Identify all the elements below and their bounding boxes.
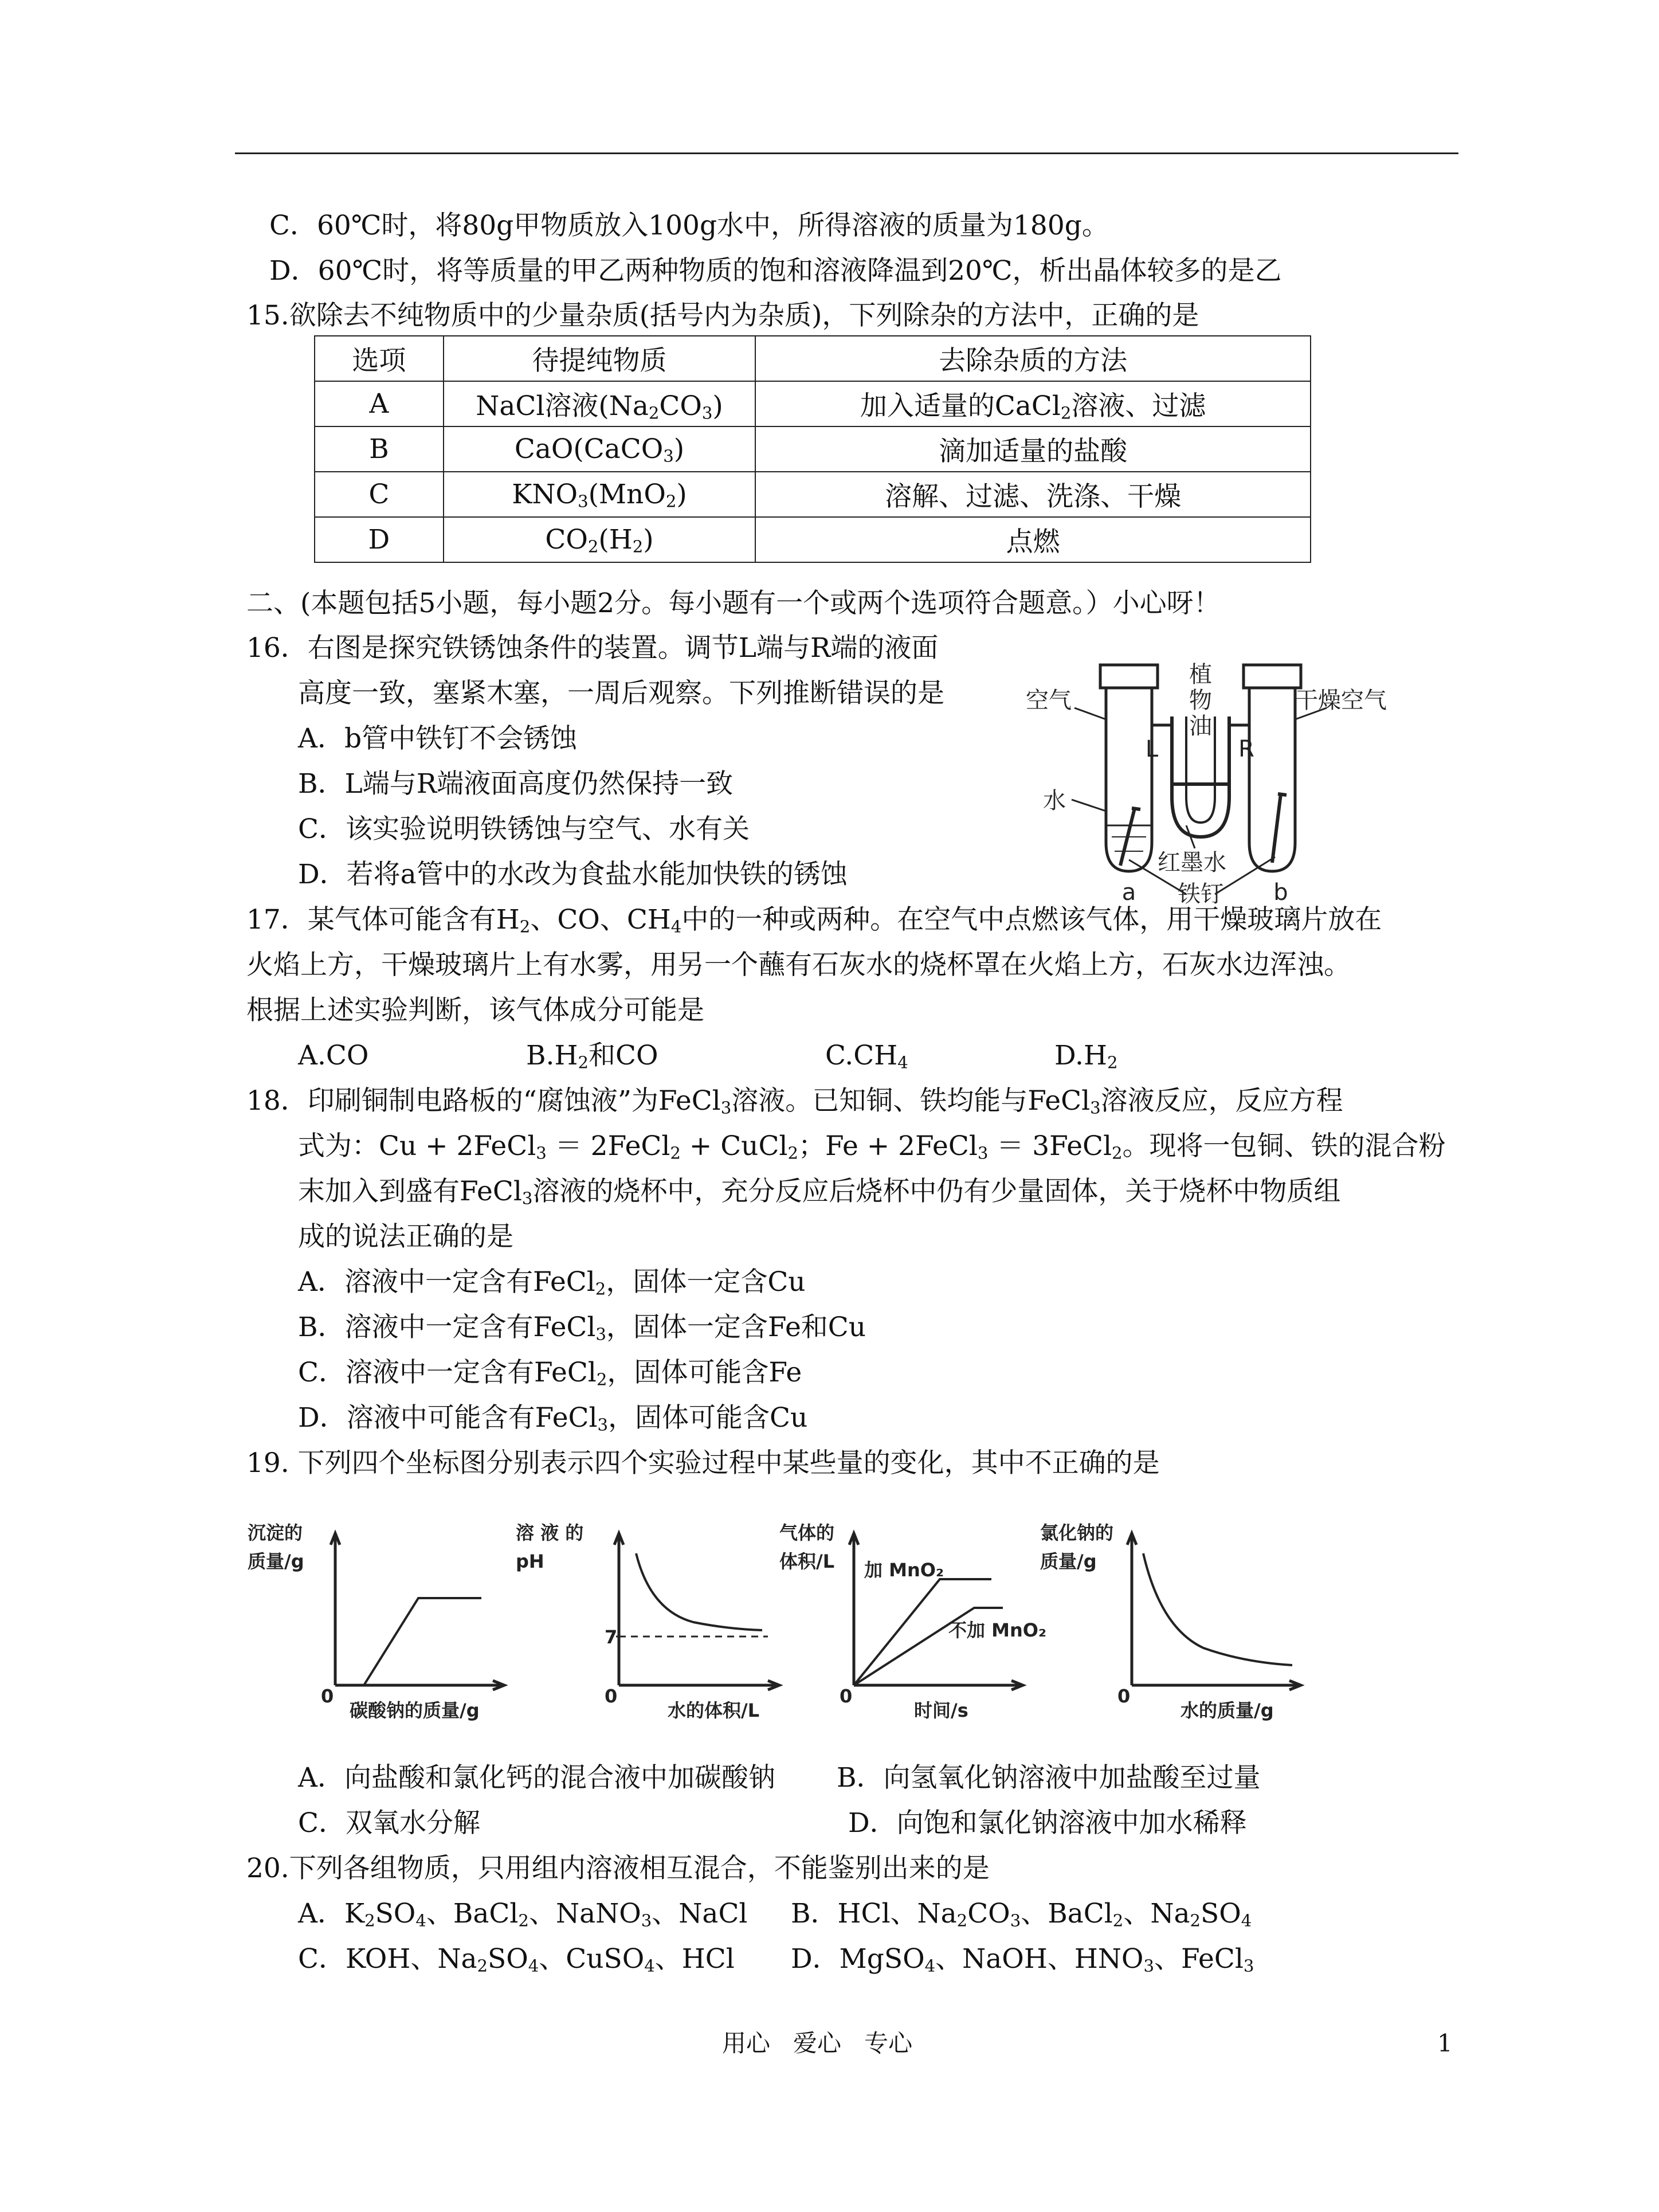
option-cell: D [315, 517, 444, 562]
graph4-ylabel-line2: 质量/g [1040, 1551, 1097, 1572]
graph3-label-with-mno2: 加 MnO₂ [864, 1559, 944, 1581]
header-cell: 去除杂质的方法 [755, 336, 1311, 381]
header-rule [235, 152, 1458, 154]
table-row [315, 517, 1311, 562]
label-tube-b: b [1273, 879, 1288, 906]
graph2-ph7-mark: 7 [605, 1626, 618, 1648]
graph2-axes [619, 1536, 776, 1685]
q20-option-c: C．KOH、$Na_2SO_4$、CuSO$_4$、HCl [298, 1943, 735, 1976]
q18-stem-line3: 末加入到盛有FeCl$_3$溶液的烧杯中，充分反应后烧杯中仍有少量固体，关于烧杯中物质组 [298, 1176, 1341, 1208]
q14-option-c: C．60℃时，将80g甲物质放入100g水中，所得溶液的质量为180g。 [269, 210, 1109, 241]
graph3-origin: 0 [840, 1685, 853, 1707]
header-cell: 待提纯物质 [444, 336, 756, 381]
substance-cell: $KNO_3(MnO_2)$ [444, 472, 756, 517]
q19-option-b: B．向氢氧化钠溶液中加盐酸至过量 [837, 1762, 1261, 1794]
label-dry-air: 干燥空气 [1295, 687, 1387, 714]
graph1-ylabel-line1: 沉淀的 [248, 1522, 303, 1544]
substance-cell: $CO_2(H_2)$ [444, 517, 756, 562]
table-row [315, 472, 1311, 517]
option-cell: B [315, 426, 444, 472]
q14-option-d: D．60℃时，将等质量的甲乙两种物质的饱和溶液降温到20℃，析出晶体较多的是乙 [269, 255, 1282, 287]
q16-stem-line2: 高度一致，塞紧木塞，一周后观察。下列推断错误的是 [298, 678, 944, 709]
test-tube-a [1106, 688, 1152, 871]
label-red-ink: 红墨水 [1158, 849, 1226, 876]
q18-option-c: C．溶液中一定含有FeCl$_2$，固体可能含Fe [298, 1357, 802, 1389]
q16-option-b: B．L端与R端液面高度仍然保持一致 [298, 768, 734, 800]
graph2-ylabel-line1: 溶 液 的 [516, 1522, 584, 1544]
method-cell: 点燃 [755, 517, 1311, 562]
table-row [315, 426, 1311, 472]
section-2-heading: 二、(本题包括5小题，每小题2分。每小题有一个或两个选项符合题意。）小心呀！ [246, 588, 1221, 619]
q18-stem-line2: 式为：Cu + 2FeCl$_3$ ＝ 2FeCl$_2$ + CuCl$_2$；Fe + 2FeCl$_3$ ＝ 3FeCl$_2$。现将一包铜、铁的混合粉 [298, 1130, 1446, 1163]
graph3-axes [854, 1536, 1020, 1685]
label-veg-oil-2: 物 [1189, 687, 1212, 714]
option-cell: A [315, 381, 444, 426]
q19-stem: 19. 下列四个坐标图分别表示四个实验过程中某些量的变化，其中不正确的是 [246, 1447, 1160, 1479]
q17-stem-line2: 火焰上方，干燥玻璃片上有水雾，用另一个蘸有石灰水的烧杯罩在火焰上方，石灰水边浑浊。 [246, 949, 1351, 981]
graph2-ylabel-line2: pH [516, 1551, 544, 1572]
method-cell: 加入适量的CaCl$_2$溶液、过滤 [755, 381, 1311, 426]
q20-stem: 20.下列各组物质，只用组内溶液相互混合，不能鉴别出来的是 [246, 1853, 990, 1884]
label-iron-nail: 铁钉 [1178, 881, 1223, 907]
graph1-origin: 0 [321, 1685, 334, 1707]
graph3-label-without-mno2: 不加 MnO₂ [948, 1619, 1046, 1641]
label-air: 空气 [1026, 687, 1072, 714]
footer-motto: 用心 爱心 专心 [722, 2029, 913, 2057]
q17-option-a: A.CO [298, 1040, 369, 1071]
label-R: R [1238, 736, 1254, 762]
label-water: 水 [1043, 788, 1066, 814]
q17-option-d: $D.H_2$ [1054, 1040, 1118, 1072]
q18-option-b: B．溶液中一定含有FeCl$_3$，固体一定含Fe和Cu [298, 1311, 866, 1344]
substance-cell: NaCl溶液$(Na_2CO_3)$ [444, 381, 756, 426]
q20-option-d: D．MgSO$_4$、NaOH、$HNO_3$、FeCl$_3$ [791, 1943, 1254, 1976]
q18-option-d: D．溶液中可能含有FeCl$_3$，固体可能含Cu [298, 1402, 808, 1435]
graph1-curve [364, 1598, 481, 1685]
stopper-b [1244, 665, 1301, 688]
q19-option-c: C．双氧水分解 [298, 1807, 480, 1839]
graph3-ylabel-line1: 气体的 [779, 1522, 835, 1544]
graph1-xlabel: 碳酸钠的质量/g [350, 1700, 480, 1721]
graph2-curve [636, 1553, 762, 1630]
graph3-xlabel: 时间/s [914, 1700, 968, 1721]
test-tube-b [1249, 688, 1295, 871]
page-number: 1 [1437, 2029, 1453, 2057]
q16-option-d: D．若将a管中的水改为食盐水能加快铁的锈蚀 [298, 859, 848, 890]
q20-option-b: B．HCl、$Na_2CO_3$、BaCl$_2$、$Na_2SO_4$ [791, 1898, 1252, 1931]
method-cell: 滴加适量的盐酸 [755, 426, 1311, 472]
graph4-origin: 0 [1117, 1685, 1131, 1707]
q15-table [314, 335, 1311, 563]
graph1-axes [335, 1536, 501, 1685]
q18-stem-line1: 18．印刷铜制电路板的“腐蚀液”为FeCl$_3$溶液。已知铜、铁均能与FeCl$_3$溶液反应，反应方程 [246, 1085, 1343, 1118]
rust-apparatus-figure [1020, 653, 1387, 907]
stopper-a [1100, 665, 1158, 688]
graph1-ylabel-line2: 质量/g [248, 1551, 304, 1572]
q19-graphs [241, 1513, 1341, 1731]
graph4-curve [1143, 1553, 1292, 1665]
q20-option-a: A．$K_2SO_4$、BaCl$_2$、NaNO$_3$、NaCl [298, 1898, 748, 1931]
table-row [315, 381, 1311, 426]
label-tube-a: a [1121, 879, 1136, 906]
method-cell: 溶解、过滤、洗涤、干燥 [755, 472, 1311, 517]
q16-option-c: C．该实验说明铁锈蚀与空气、水有关 [298, 813, 750, 845]
q19-option-a: A．向盐酸和氯化钙的混合液中加碳酸钠 [298, 1762, 775, 1794]
table-header-row [315, 336, 1311, 381]
q17-option-c: $C.CH_4$ [825, 1040, 908, 1072]
iron-nail-b [1272, 794, 1281, 863]
option-cell: C [315, 472, 444, 517]
q15-stem: 15.欲除去不纯物质中的少量杂质(括号内为杂质)，下列除杂的方法中，正确的是 [246, 300, 1199, 331]
label-veg-oil-1: 植 [1189, 661, 1212, 688]
q17-option-b: $B.H_2$和CO [526, 1040, 658, 1072]
graph4-xlabel: 水的质量/g [1180, 1700, 1274, 1721]
q17-stem-line3: 根据上述实验判断，该气体成分可能是 [246, 995, 704, 1026]
q16-option-a: A．b管中铁钉不会锈蚀 [298, 723, 578, 754]
graph3-ylabel-line2: 体积/L [779, 1551, 835, 1572]
q18-option-a: A．溶液中一定含有FeCl$_2$，固体一定含Cu [298, 1266, 806, 1299]
graph4-ylabel-line1: 氯化钠的 [1040, 1522, 1114, 1544]
header-cell: 选项 [315, 336, 444, 381]
substance-cell: CaO(CaCO$_3$) [444, 426, 756, 472]
q18-stem-line4: 成的说法正确的是 [298, 1221, 513, 1252]
q16-stem-line1: 16．右图是探究铁锈蚀条件的装置。调节L端与R端的液面 [246, 632, 939, 664]
graph2-origin: 0 [605, 1685, 618, 1707]
graph2-xlabel: 水的体积/L [668, 1700, 760, 1721]
q17-stem-line1: 17．某气体可能含有$H_2$、CO、$CH_4$中的一种或两种。在空气中点燃该气体，用干燥玻璃片放在 [246, 904, 1382, 937]
q19-option-d: D．向饱和氯化钠溶液中加水稀释 [848, 1807, 1247, 1839]
label-L: L [1145, 736, 1159, 762]
label-veg-oil-3: 油 [1189, 713, 1212, 739]
